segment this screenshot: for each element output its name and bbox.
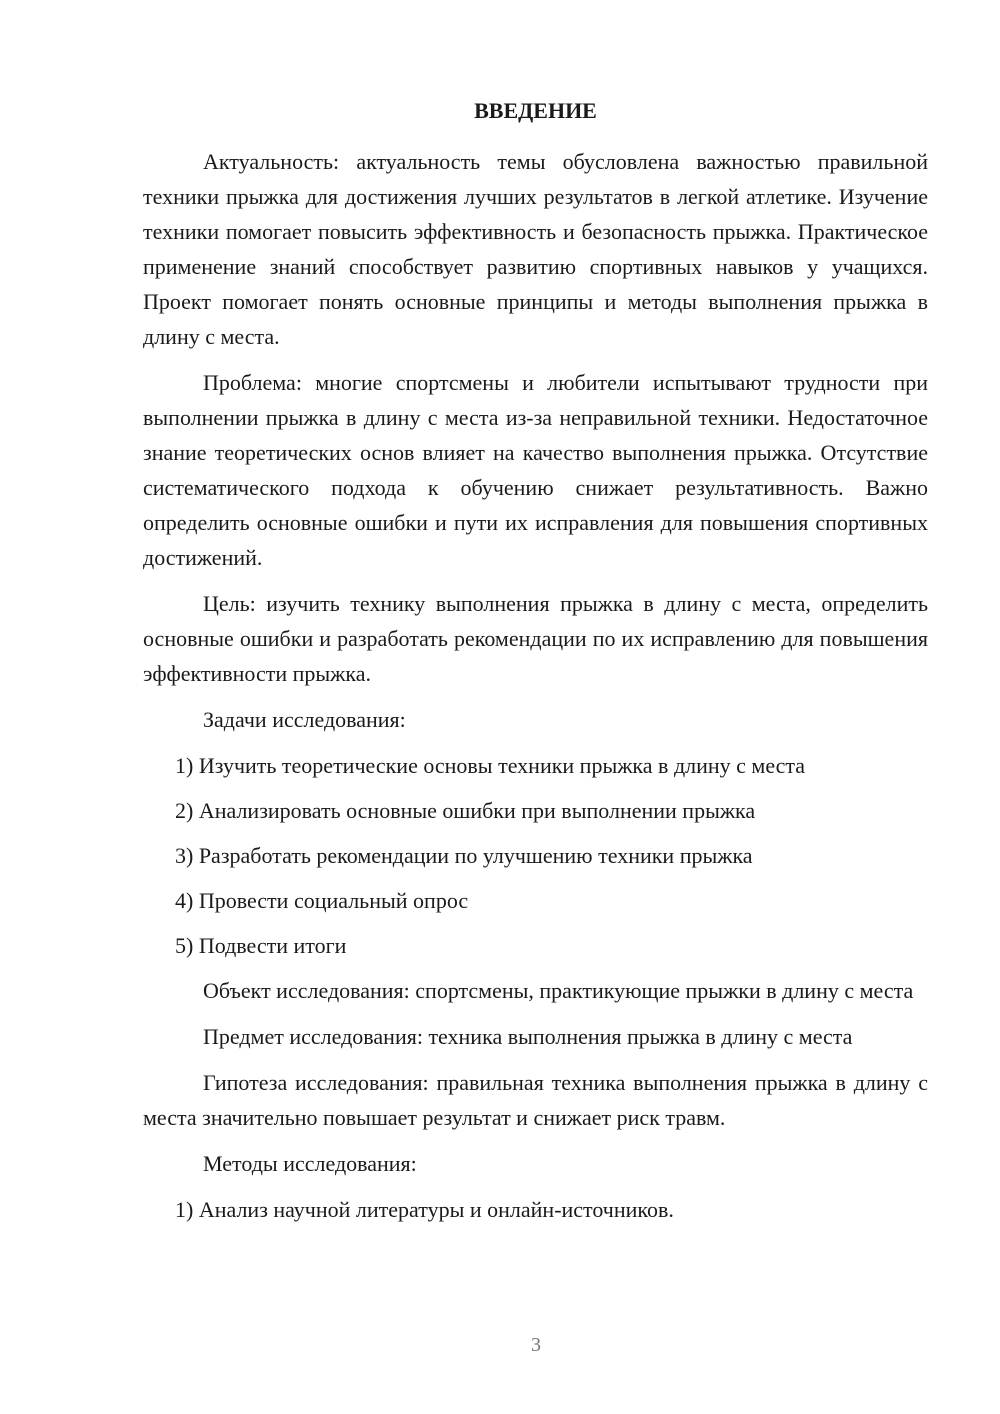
task-item: 1) Изучить теоретические основы техники прыжка в длину с места bbox=[175, 753, 806, 778]
tasks-title: Задачи исследования: bbox=[203, 707, 406, 732]
hypothesis-paragraph: Гипотеза исследования: правильная техника выполнения прыжка в длину с места значительно повышает результат и снижает риск травм. bbox=[143, 1070, 928, 1130]
subject-paragraph: Предмет исследования: техника выполнения прыжка в длину с места bbox=[203, 1024, 853, 1049]
methods-list bbox=[143, 1192, 928, 1227]
relevance-paragraph: Актуальность: актуальность темы обусловлена важностью правильной техники прыжка для достижения лучших результатов в легкой атлетике. Изучение техники помогает повысить эффективность и безопасность прыжка. Практическое применение знаний способствует развитию спортивных навыков у учащихся. Проект помогает понять основные принципы и методы выполнения прыжка в длину с места. bbox=[143, 149, 928, 349]
methods-title: Методы исследования: bbox=[203, 1151, 417, 1176]
method-item: 1) Анализ научной литературы и онлайн-источников. bbox=[175, 1197, 674, 1222]
task-item: 5) Подвести итоги bbox=[175, 933, 347, 958]
task-item: 3) Разработать рекомендации по улучшению техники прыжка bbox=[175, 843, 753, 868]
goal-paragraph: Цель: изучить технику выполнения прыжка в длину с места, определить основные ошибки и разработать рекомендации по их исправлению для повышения эффективности прыжка. bbox=[143, 591, 928, 686]
document-page bbox=[143, 96, 928, 1237]
section-heading: ВВЕДЕНИЕ bbox=[474, 98, 597, 123]
tasks-list bbox=[143, 748, 928, 963]
object-paragraph: Объект исследования: спортсмены, практикующие прыжки в длину с места bbox=[203, 978, 914, 1003]
task-item: 2) Анализировать основные ошибки при выполнении прыжка bbox=[175, 798, 756, 823]
problem-paragraph: Проблема: многие спортсмены и любители испытывают трудности при выполнении прыжка в длину с места из-за неправильной техники. Недостаточное знание теоретических основ влияет на качество выполнения прыжка. Отсутствие систематического подхода к обучению снижает результативность. Важно определить основные ошибки и пути их исправления для повышения спортивных достижений. bbox=[143, 370, 928, 570]
task-item: 4) Провести социальный опрос bbox=[175, 888, 469, 913]
page-number: 3 bbox=[531, 1334, 541, 1356]
